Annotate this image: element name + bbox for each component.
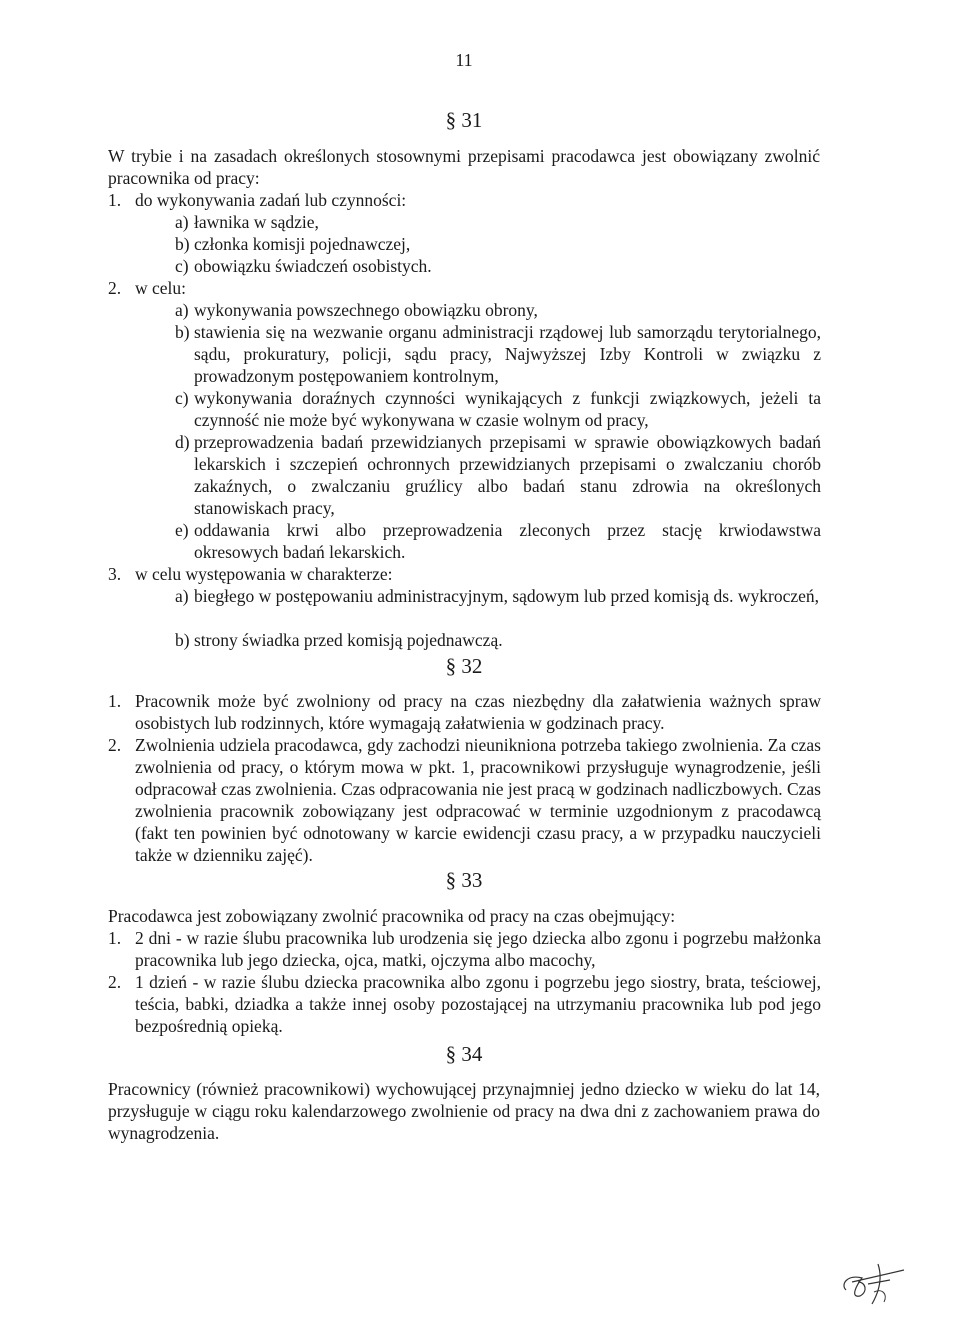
item-label: a)	[175, 586, 189, 606]
point-number: 2.	[108, 278, 122, 298]
item-text: wykonywania doraźnych czynności wynikających z funkcji związkowych, jeżeli ta czynność nie może być wykonywana w czasie wolnym od pracy,	[194, 388, 821, 430]
section-34-heading: § 34	[445, 1042, 483, 1066]
item-label: a)	[175, 212, 189, 232]
point-number: 1.	[108, 190, 122, 210]
item-label: d)	[175, 432, 190, 452]
item-label: c)	[175, 256, 189, 276]
point-number: 1.	[108, 691, 122, 711]
item-text: wykonywania powszechnego obowiązku obrony,	[194, 300, 538, 320]
item-text: oddawania krwi albo przeprowadzenia zleconych przez stację krwiodawstwa okresowych badań lekarskich.	[194, 520, 821, 562]
point-number: 2.	[108, 972, 122, 992]
item-text: strony świadka przed komisją pojednawczą.	[194, 630, 503, 650]
section-32-heading: § 32	[445, 654, 483, 678]
section-31-heading: § 31	[445, 108, 483, 132]
point-number: 3.	[108, 564, 122, 584]
item-label: b)	[175, 234, 190, 254]
point-text: Pracownik może być zwolniony od pracy na czas niezbędny dla załatwienia ważnych spraw osobistych lub rodzinnych, które wymagają załatwienia w godzinach pracy.	[135, 691, 821, 733]
item-label: b)	[175, 630, 190, 650]
section-31-intro: W trybie i na zasadach określonych stosownymi przepisami pracodawca jest obowiązany zwolnić pracownika od pracy:	[108, 146, 820, 188]
item-text: biegłego w postępowaniu administracyjnym, sądowym lub przed komisją ds. wykroczeń,	[194, 586, 820, 606]
point-number: 1.	[108, 928, 122, 948]
point-text: w celu występowania w charakterze:	[135, 564, 393, 584]
item-text: przeprowadzenia badań przewidzianych przepisami w sprawie obowiązkowych badań lekarskich i szczepień ochronnych przewidzianych przepisami o zwalczaniu chorób zakaźnych, o zwalczaniu gruźlicy albo badań stanu zdrowia na określonych stanowiskach pracy,	[194, 432, 821, 518]
item-label: c)	[175, 388, 189, 408]
handwritten-signature	[838, 1258, 908, 1308]
point-text: 2 dni - w razie ślubu pracownika lub urodzenia się jego dziecka albo zgonu i pogrzebu małżonka pracownika lub jego dziecka, ojca, matki, ojczyma albo macochy,	[135, 928, 821, 970]
item-text: ławnika w sądzie,	[194, 212, 319, 232]
point-text: w celu:	[135, 278, 187, 298]
point-number: 2.	[108, 735, 122, 755]
point-text: 1 dzień - w razie ślubu dziecka pracownika albo zgonu i pogrzebu jego siostry, brata, teściowej, teścia, babki, dziadka a także innej osoby pozostającej na utrzymaniu pracownika lub pod jego bezpośrednią opieką.	[135, 972, 821, 1036]
item-text: obowiązku świadczeń osobistych.	[194, 256, 432, 276]
point-text: do wykonywania zadań lub czynności:	[135, 190, 407, 210]
item-text: członka komisji pojednawczej,	[194, 234, 411, 254]
item-label: b)	[175, 322, 190, 342]
page-number: 11	[455, 50, 473, 70]
point-text: Zwolnienia udziela pracodawca, gdy zachodzi nieunikniona potrzeba takiego zwolnienia. Za czas zwolnienia od pracy, o którym mowa w pkt. 1, pracownikowi przysługuje wynagrodzenie, jeśli odpracował czas zwolnienia. Czas odpracowania nie jest pracą w godzinach nadliczbowych. Czas zwolnienia pracownik zobowiązany jest odpracować w terminie uzgodnionym z pracodawcą (fakt ten powinien być odnotowany w karcie ewidencji czasu pracy, a w przypadku nauczycieli także w dzienniku zajęć).	[135, 735, 821, 865]
item-label: a)	[175, 300, 189, 320]
item-text: stawienia się na wezwanie organu administracji rządowej lub samorządu terytorialnego, sądu, prokuratury, policji, sądu pracy, Najwyższej Izby Kontroli w związku z prowadzonym postępowaniem kontrolnym,	[194, 322, 821, 386]
section-33-intro: Pracodawca jest zobowiązany zwolnić pracownika od pracy na czas obejmujący:	[108, 906, 676, 926]
section-33-heading: § 33	[445, 868, 483, 892]
item-label: e)	[175, 520, 189, 540]
section-34-text: Pracownicy (również pracownikowi) wychowującej przynajmniej jedno dziecko w wieku do lat 14, przysługuje w ciągu roku kalendarzowego zwolnienie od pracy na dwa dni z zachowaniem prawa do wynagrodzenia.	[108, 1079, 820, 1143]
